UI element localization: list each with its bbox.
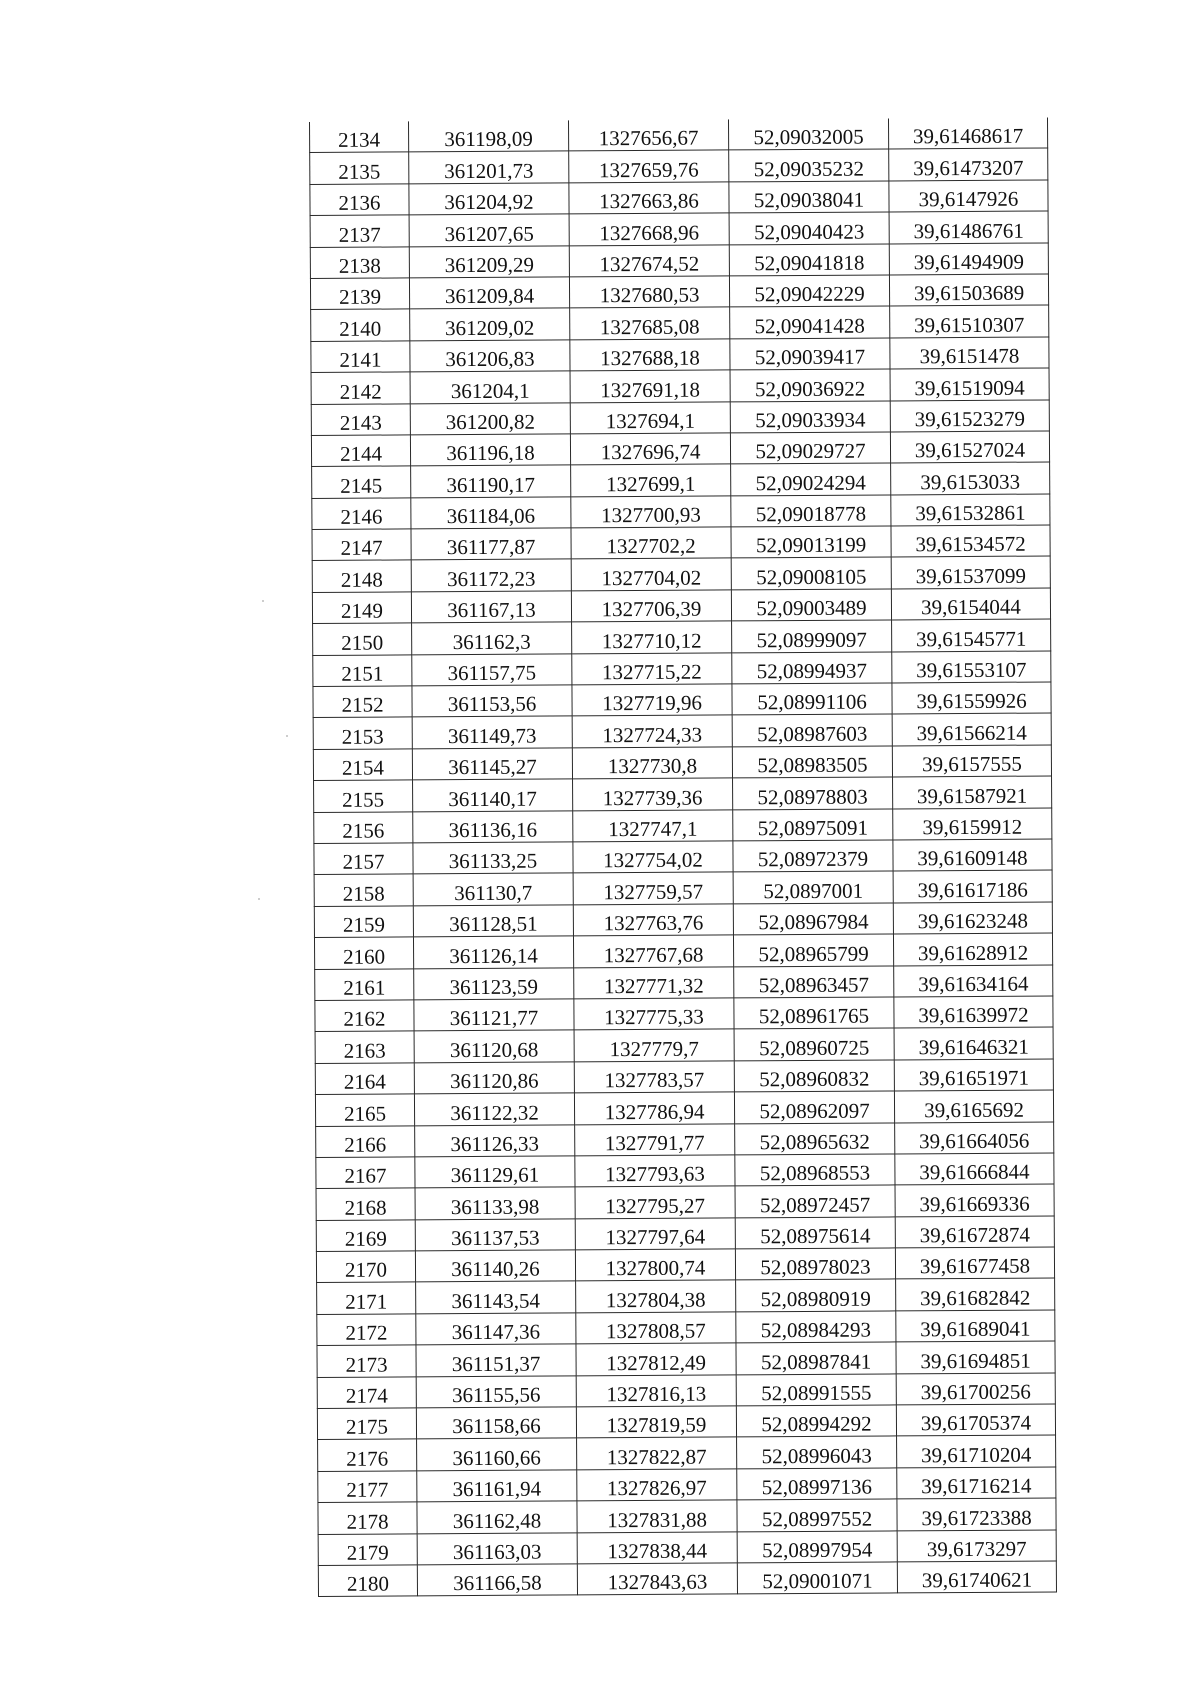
y-coordinate-cell: 1327759,57 <box>573 872 733 904</box>
x-coordinate-cell: 361206,83 <box>410 340 570 372</box>
x-coordinate-cell: 361184,06 <box>411 497 571 529</box>
point-number-cell: 2180 <box>318 1565 417 1597</box>
y-coordinate-cell: 1327775,33 <box>574 998 734 1030</box>
x-coordinate-cell: 361196,18 <box>410 434 570 466</box>
table-row <box>318 1530 1056 1566</box>
longitude-cell: 39,6154044 <box>891 588 1050 620</box>
x-coordinate-cell: 361204,92 <box>409 183 569 215</box>
point-number-cell: 2146 <box>312 498 411 530</box>
latitude-cell: 52,09033934 <box>730 400 890 432</box>
table-row <box>311 431 1049 467</box>
point-number-cell: 2156 <box>314 811 413 843</box>
point-number-cell: 2148 <box>312 560 411 592</box>
x-coordinate-cell: 361143,54 <box>416 1281 576 1313</box>
longitude-cell: 39,61677458 <box>895 1247 1054 1279</box>
table-row <box>312 494 1050 530</box>
x-coordinate-cell: 361123,59 <box>414 967 574 999</box>
x-coordinate-cell: 361166,58 <box>417 1564 577 1596</box>
longitude-cell: 39,61609148 <box>893 839 1052 871</box>
latitude-cell: 52,08997954 <box>737 1531 897 1563</box>
latitude-cell: 52,08997136 <box>737 1468 897 1500</box>
latitude-cell: 52,08978803 <box>733 777 893 809</box>
x-coordinate-cell: 361133,25 <box>413 842 573 874</box>
y-coordinate-cell: 1327783,57 <box>574 1061 734 1093</box>
x-coordinate-cell: 361126,14 <box>413 936 573 968</box>
y-coordinate-cell: 1327754,02 <box>573 841 733 873</box>
y-coordinate-cell: 1327779,7 <box>574 1029 734 1061</box>
latitude-cell: 52,08965632 <box>735 1122 895 1154</box>
table-row <box>310 274 1048 310</box>
longitude-cell: 39,61682842 <box>896 1278 1055 1310</box>
table-row <box>317 1310 1055 1346</box>
table-row <box>316 1153 1054 1189</box>
x-coordinate-cell: 361120,68 <box>414 1030 574 1062</box>
latitude-cell: 52,09013199 <box>731 526 891 558</box>
table-row <box>315 1090 1053 1126</box>
table-row <box>312 462 1050 498</box>
table-row <box>314 902 1052 938</box>
y-coordinate-cell: 1327715,22 <box>572 653 732 685</box>
table-row <box>317 1278 1055 1314</box>
x-coordinate-cell: 361137,53 <box>415 1219 575 1251</box>
longitude-cell: 39,6159912 <box>893 808 1052 840</box>
longitude-cell: 39,61672874 <box>895 1216 1054 1248</box>
longitude-cell: 39,61527024 <box>890 431 1049 463</box>
table-row <box>310 243 1048 279</box>
table-row <box>314 933 1052 969</box>
longitude-cell: 39,61523279 <box>890 399 1049 431</box>
y-coordinate-cell: 1327816,13 <box>576 1375 736 1407</box>
point-number-cell: 2175 <box>317 1408 416 1440</box>
point-number-cell: 2171 <box>317 1282 416 1314</box>
y-coordinate-cell: 1327739,36 <box>573 778 733 810</box>
latitude-cell: 52,08962097 <box>734 1091 894 1123</box>
table-row <box>316 1184 1054 1220</box>
x-coordinate-cell: 361129,61 <box>415 1156 575 1188</box>
point-number-cell: 2159 <box>314 906 413 938</box>
table-row <box>316 1247 1054 1283</box>
longitude-cell: 39,61468617 <box>888 117 1047 149</box>
longitude-cell: 39,61628912 <box>893 933 1052 965</box>
table-row <box>315 996 1053 1032</box>
point-number-cell: 2147 <box>312 529 411 561</box>
x-coordinate-cell: 361204,1 <box>410 371 570 403</box>
table-row <box>318 1498 1056 1534</box>
point-number-cell: 2150 <box>313 623 412 655</box>
longitude-cell: 39,6151478 <box>890 337 1049 369</box>
longitude-cell: 39,61705374 <box>896 1404 1055 1436</box>
table-row <box>310 148 1048 184</box>
longitude-cell: 39,61559926 <box>892 682 1051 714</box>
latitude-cell: 52,08975614 <box>735 1217 895 1249</box>
y-coordinate-cell: 1327663,86 <box>569 182 729 214</box>
point-number-cell: 2163 <box>315 1031 414 1063</box>
y-coordinate-cell: 1327719,96 <box>572 684 732 716</box>
x-coordinate-cell: 361209,02 <box>410 308 570 340</box>
longitude-cell: 39,61566214 <box>892 713 1051 745</box>
point-number-cell: 2166 <box>316 1125 415 1157</box>
latitude-cell: 52,09040423 <box>729 212 889 244</box>
y-coordinate-cell: 1327694,1 <box>570 401 730 433</box>
point-number-cell: 2151 <box>313 655 412 687</box>
longitude-cell: 39,61723388 <box>897 1498 1056 1530</box>
y-coordinate-cell: 1327808,57 <box>576 1312 736 1344</box>
point-number-cell: 2137 <box>310 215 409 247</box>
x-coordinate-cell: 361157,75 <box>412 654 572 686</box>
table-row <box>311 399 1049 435</box>
latitude-cell: 52,09003489 <box>731 589 891 621</box>
y-coordinate-cell: 1327767,68 <box>573 935 733 967</box>
point-number-cell: 2143 <box>311 403 410 435</box>
longitude-cell: 39,61740621 <box>897 1561 1056 1593</box>
latitude-cell: 52,08972457 <box>735 1185 895 1217</box>
point-number-cell: 2134 <box>310 121 409 152</box>
point-number-cell: 2144 <box>311 435 410 467</box>
y-coordinate-cell: 1327700,93 <box>571 496 731 528</box>
latitude-cell: 52,08968553 <box>735 1154 895 1186</box>
latitude-cell: 52,0897001 <box>733 871 893 903</box>
point-number-cell: 2174 <box>317 1376 416 1408</box>
longitude-cell: 39,61545771 <box>892 619 1051 651</box>
table-row <box>318 1561 1056 1597</box>
point-number-cell: 2139 <box>310 278 409 310</box>
latitude-cell: 52,08972379 <box>733 840 893 872</box>
table-row <box>310 117 1048 152</box>
point-number-cell: 2164 <box>315 1063 414 1095</box>
point-number-cell: 2157 <box>314 843 413 875</box>
x-coordinate-cell: 361162,3 <box>412 622 572 654</box>
point-number-cell: 2142 <box>311 372 410 404</box>
point-number-cell: 2167 <box>316 1157 415 1189</box>
y-coordinate-cell: 1327826,97 <box>577 1469 737 1501</box>
table-row <box>318 1467 1056 1503</box>
y-coordinate-cell: 1327747,1 <box>573 810 733 842</box>
y-coordinate-cell: 1327704,02 <box>571 558 731 590</box>
table-row <box>318 1435 1056 1471</box>
table-row <box>315 1059 1053 1095</box>
longitude-cell: 39,61666844 <box>895 1153 1054 1185</box>
y-coordinate-cell: 1327831,88 <box>577 1500 737 1532</box>
latitude-cell: 52,09038041 <box>729 181 889 213</box>
table-row <box>311 368 1049 404</box>
y-coordinate-cell: 1327800,74 <box>575 1249 735 1281</box>
latitude-cell: 52,09042229 <box>729 275 889 307</box>
longitude-cell: 39,61664056 <box>895 1121 1054 1153</box>
x-coordinate-cell: 361126,33 <box>415 1124 575 1156</box>
point-number-cell: 2155 <box>314 780 413 812</box>
x-coordinate-cell: 361190,17 <box>411 465 571 497</box>
y-coordinate-cell: 1327795,27 <box>575 1186 735 1218</box>
longitude-cell: 39,61587921 <box>893 776 1052 808</box>
x-coordinate-cell: 361151,37 <box>416 1344 576 1376</box>
x-coordinate-cell: 361155,56 <box>416 1376 576 1408</box>
latitude-cell: 52,08994937 <box>732 652 892 684</box>
x-coordinate-cell: 361160,66 <box>417 1438 577 1470</box>
y-coordinate-cell: 1327804,38 <box>576 1280 736 1312</box>
point-number-cell: 2153 <box>313 717 412 749</box>
coordinates-table <box>309 117 1057 1597</box>
latitude-cell: 52,08960725 <box>734 1028 894 1060</box>
y-coordinate-cell: 1327791,77 <box>575 1123 735 1155</box>
table-row <box>314 839 1052 875</box>
x-coordinate-cell: 361163,03 <box>417 1532 577 1564</box>
latitude-cell: 52,09041428 <box>730 306 890 338</box>
x-coordinate-cell: 361128,51 <box>413 905 573 937</box>
x-coordinate-cell: 361149,73 <box>412 716 572 748</box>
y-coordinate-cell: 1327688,18 <box>570 339 730 371</box>
y-coordinate-cell: 1327656,67 <box>568 119 728 151</box>
longitude-cell: 39,61689041 <box>896 1310 1055 1342</box>
longitude-cell: 39,61651971 <box>894 1059 1053 1091</box>
longitude-cell: 39,61534572 <box>891 525 1050 557</box>
latitude-cell: 52,09035232 <box>729 149 889 181</box>
y-coordinate-cell: 1327710,12 <box>572 621 732 653</box>
point-number-cell: 2152 <box>313 686 412 718</box>
x-coordinate-cell: 361140,26 <box>415 1250 575 1282</box>
y-coordinate-cell: 1327819,59 <box>576 1406 736 1438</box>
latitude-cell: 52,09039417 <box>730 338 890 370</box>
table-row <box>313 619 1051 655</box>
latitude-cell: 52,08960832 <box>734 1060 894 1092</box>
point-number-cell: 2178 <box>318 1502 417 1534</box>
x-coordinate-cell: 361136,16 <box>413 810 573 842</box>
longitude-cell: 39,61503689 <box>889 274 1048 306</box>
latitude-cell: 52,08980919 <box>736 1279 896 1311</box>
longitude-cell: 39,61473207 <box>889 148 1048 180</box>
y-coordinate-cell: 1327685,08 <box>570 307 730 339</box>
y-coordinate-cell: 1327668,96 <box>569 213 729 245</box>
latitude-cell: 52,08975091 <box>733 809 893 841</box>
coordinates-table-body <box>310 117 1057 1596</box>
point-number-cell: 2140 <box>311 309 410 341</box>
x-coordinate-cell: 361209,84 <box>409 277 569 309</box>
x-coordinate-cell: 361130,7 <box>413 873 573 905</box>
scan-speck <box>258 898 260 900</box>
y-coordinate-cell: 1327797,64 <box>575 1218 735 1250</box>
x-coordinate-cell: 361198,09 <box>408 120 568 152</box>
latitude-cell: 52,09041818 <box>729 244 889 276</box>
latitude-cell: 52,09032005 <box>728 118 888 150</box>
table-row <box>317 1341 1055 1377</box>
point-number-cell: 2136 <box>310 184 409 216</box>
x-coordinate-cell: 361207,65 <box>409 214 569 246</box>
y-coordinate-cell: 1327822,87 <box>577 1437 737 1469</box>
table-row <box>315 1027 1053 1063</box>
x-coordinate-cell: 361172,23 <box>411 559 571 591</box>
point-number-cell: 2165 <box>315 1094 414 1126</box>
table-row <box>314 776 1052 812</box>
point-number-cell: 2160 <box>314 937 413 969</box>
x-coordinate-cell: 361145,27 <box>412 748 572 780</box>
point-number-cell: 2173 <box>317 1345 416 1377</box>
longitude-cell: 39,61510307 <box>890 305 1049 337</box>
y-coordinate-cell: 1327699,1 <box>571 464 731 496</box>
x-coordinate-cell: 361158,66 <box>416 1407 576 1439</box>
table-row <box>312 556 1050 592</box>
point-number-cell: 2158 <box>314 874 413 906</box>
point-number-cell: 2161 <box>315 968 414 1000</box>
latitude-cell: 52,08978023 <box>735 1248 895 1280</box>
point-number-cell: 2179 <box>318 1533 417 1565</box>
point-number-cell: 2162 <box>315 1000 414 1032</box>
point-number-cell: 2154 <box>313 749 412 781</box>
latitude-cell: 52,08991555 <box>736 1374 896 1406</box>
table-row <box>317 1404 1055 1440</box>
latitude-cell: 52,08996043 <box>737 1436 897 1468</box>
point-number-cell: 2170 <box>316 1251 415 1283</box>
latitude-cell: 52,08991106 <box>732 683 892 715</box>
x-coordinate-cell: 361209,29 <box>409 245 569 277</box>
latitude-cell: 52,09024294 <box>731 463 891 495</box>
x-coordinate-cell: 361153,56 <box>412 685 572 717</box>
y-coordinate-cell: 1327659,76 <box>569 150 729 182</box>
x-coordinate-cell: 361147,36 <box>416 1313 576 1345</box>
longitude-cell: 39,61519094 <box>890 368 1049 400</box>
latitude-cell: 52,08987841 <box>736 1342 896 1374</box>
table-row <box>310 180 1048 216</box>
y-coordinate-cell: 1327674,52 <box>569 244 729 276</box>
point-number-cell: 2149 <box>312 592 411 624</box>
point-number-cell: 2169 <box>316 1220 415 1252</box>
point-number-cell: 2177 <box>318 1471 417 1503</box>
latitude-cell: 52,08965799 <box>733 934 893 966</box>
longitude-cell: 39,61639972 <box>894 996 1053 1028</box>
longitude-cell: 39,6153033 <box>891 462 1050 494</box>
table-row <box>315 965 1053 1001</box>
y-coordinate-cell: 1327680,53 <box>569 276 729 308</box>
longitude-cell: 39,6147926 <box>889 180 1048 212</box>
longitude-cell: 39,61710204 <box>897 1435 1056 1467</box>
latitude-cell: 52,09029727 <box>730 432 890 464</box>
latitude-cell: 52,08967984 <box>733 903 893 935</box>
longitude-cell: 39,61494909 <box>889 243 1048 275</box>
y-coordinate-cell: 1327763,76 <box>573 904 733 936</box>
latitude-cell: 52,08994292 <box>736 1405 896 1437</box>
y-coordinate-cell: 1327793,63 <box>575 1155 735 1187</box>
longitude-cell: 39,61553107 <box>892 651 1051 683</box>
latitude-cell: 52,08983505 <box>732 746 892 778</box>
x-coordinate-cell: 361122,32 <box>414 1093 574 1125</box>
point-number-cell: 2176 <box>318 1439 417 1471</box>
x-coordinate-cell: 361162,48 <box>417 1501 577 1533</box>
latitude-cell: 52,09001071 <box>737 1562 897 1594</box>
longitude-cell: 39,61617186 <box>893 870 1052 902</box>
table-row <box>311 305 1049 341</box>
table-row <box>311 337 1049 373</box>
y-coordinate-cell: 1327706,39 <box>571 590 731 622</box>
latitude-cell: 52,08961765 <box>734 997 894 1029</box>
x-coordinate-cell: 361167,13 <box>411 591 571 623</box>
scan-speck <box>262 600 264 602</box>
table-row <box>310 211 1048 247</box>
point-number-cell: 2172 <box>317 1314 416 1346</box>
latitude-cell: 52,08984293 <box>736 1311 896 1343</box>
latitude-cell: 52,09008105 <box>731 557 891 589</box>
latitude-cell: 52,08987603 <box>732 714 892 746</box>
point-number-cell: 2135 <box>310 152 409 184</box>
y-coordinate-cell: 1327812,49 <box>576 1343 736 1375</box>
y-coordinate-cell: 1327696,74 <box>570 433 730 465</box>
table-row <box>313 651 1051 687</box>
longitude-cell: 39,61669336 <box>895 1184 1054 1216</box>
table-row <box>314 870 1052 906</box>
latitude-cell: 52,09018778 <box>731 495 891 527</box>
longitude-cell: 39,6157555 <box>892 745 1051 777</box>
table-row <box>316 1216 1054 1252</box>
longitude-cell: 39,6165692 <box>894 1090 1053 1122</box>
x-coordinate-cell: 361140,17 <box>413 779 573 811</box>
longitude-cell: 39,61537099 <box>891 556 1050 588</box>
x-coordinate-cell: 361201,73 <box>409 151 569 183</box>
longitude-cell: 39,61532861 <box>891 494 1050 526</box>
latitude-cell: 52,09036922 <box>730 369 890 401</box>
table-row <box>314 808 1052 844</box>
point-number-cell: 2145 <box>312 466 411 498</box>
x-coordinate-cell: 361200,82 <box>410 402 570 434</box>
x-coordinate-cell: 361120,86 <box>414 1062 574 1094</box>
y-coordinate-cell: 1327702,2 <box>571 527 731 559</box>
y-coordinate-cell: 1327786,94 <box>574 1092 734 1124</box>
y-coordinate-cell: 1327771,32 <box>574 966 734 998</box>
y-coordinate-cell: 1327724,33 <box>572 715 732 747</box>
longitude-cell: 39,6173297 <box>897 1530 1056 1562</box>
table-row <box>313 745 1051 781</box>
x-coordinate-cell: 361161,94 <box>417 1470 577 1502</box>
latitude-cell: 52,08999097 <box>732 620 892 652</box>
point-number-cell: 2141 <box>311 341 410 373</box>
table-row <box>312 588 1050 624</box>
longitude-cell: 39,61646321 <box>894 1027 1053 1059</box>
latitude-cell: 52,08997552 <box>737 1499 897 1531</box>
y-coordinate-cell: 1327843,63 <box>577 1563 737 1595</box>
x-coordinate-cell: 361121,77 <box>414 999 574 1031</box>
y-coordinate-cell: 1327730,8 <box>572 747 732 779</box>
longitude-cell: 39,61623248 <box>893 902 1052 934</box>
table-row <box>313 682 1051 718</box>
y-coordinate-cell: 1327838,44 <box>577 1531 737 1563</box>
latitude-cell: 52,08963457 <box>734 965 894 997</box>
longitude-cell: 39,61486761 <box>889 211 1048 243</box>
table-row <box>312 525 1050 561</box>
table-row <box>317 1373 1055 1409</box>
longitude-cell: 39,61694851 <box>896 1341 1055 1373</box>
point-number-cell: 2168 <box>316 1188 415 1220</box>
longitude-cell: 39,61634164 <box>894 965 1053 997</box>
scan-speck <box>286 735 288 737</box>
table-row <box>316 1121 1054 1157</box>
x-coordinate-cell: 361177,87 <box>411 528 571 560</box>
y-coordinate-cell: 1327691,18 <box>570 370 730 402</box>
x-coordinate-cell: 361133,98 <box>415 1187 575 1219</box>
point-number-cell: 2138 <box>310 246 409 278</box>
longitude-cell: 39,61716214 <box>897 1467 1056 1499</box>
table-row <box>313 713 1051 749</box>
longitude-cell: 39,61700256 <box>896 1373 1055 1405</box>
